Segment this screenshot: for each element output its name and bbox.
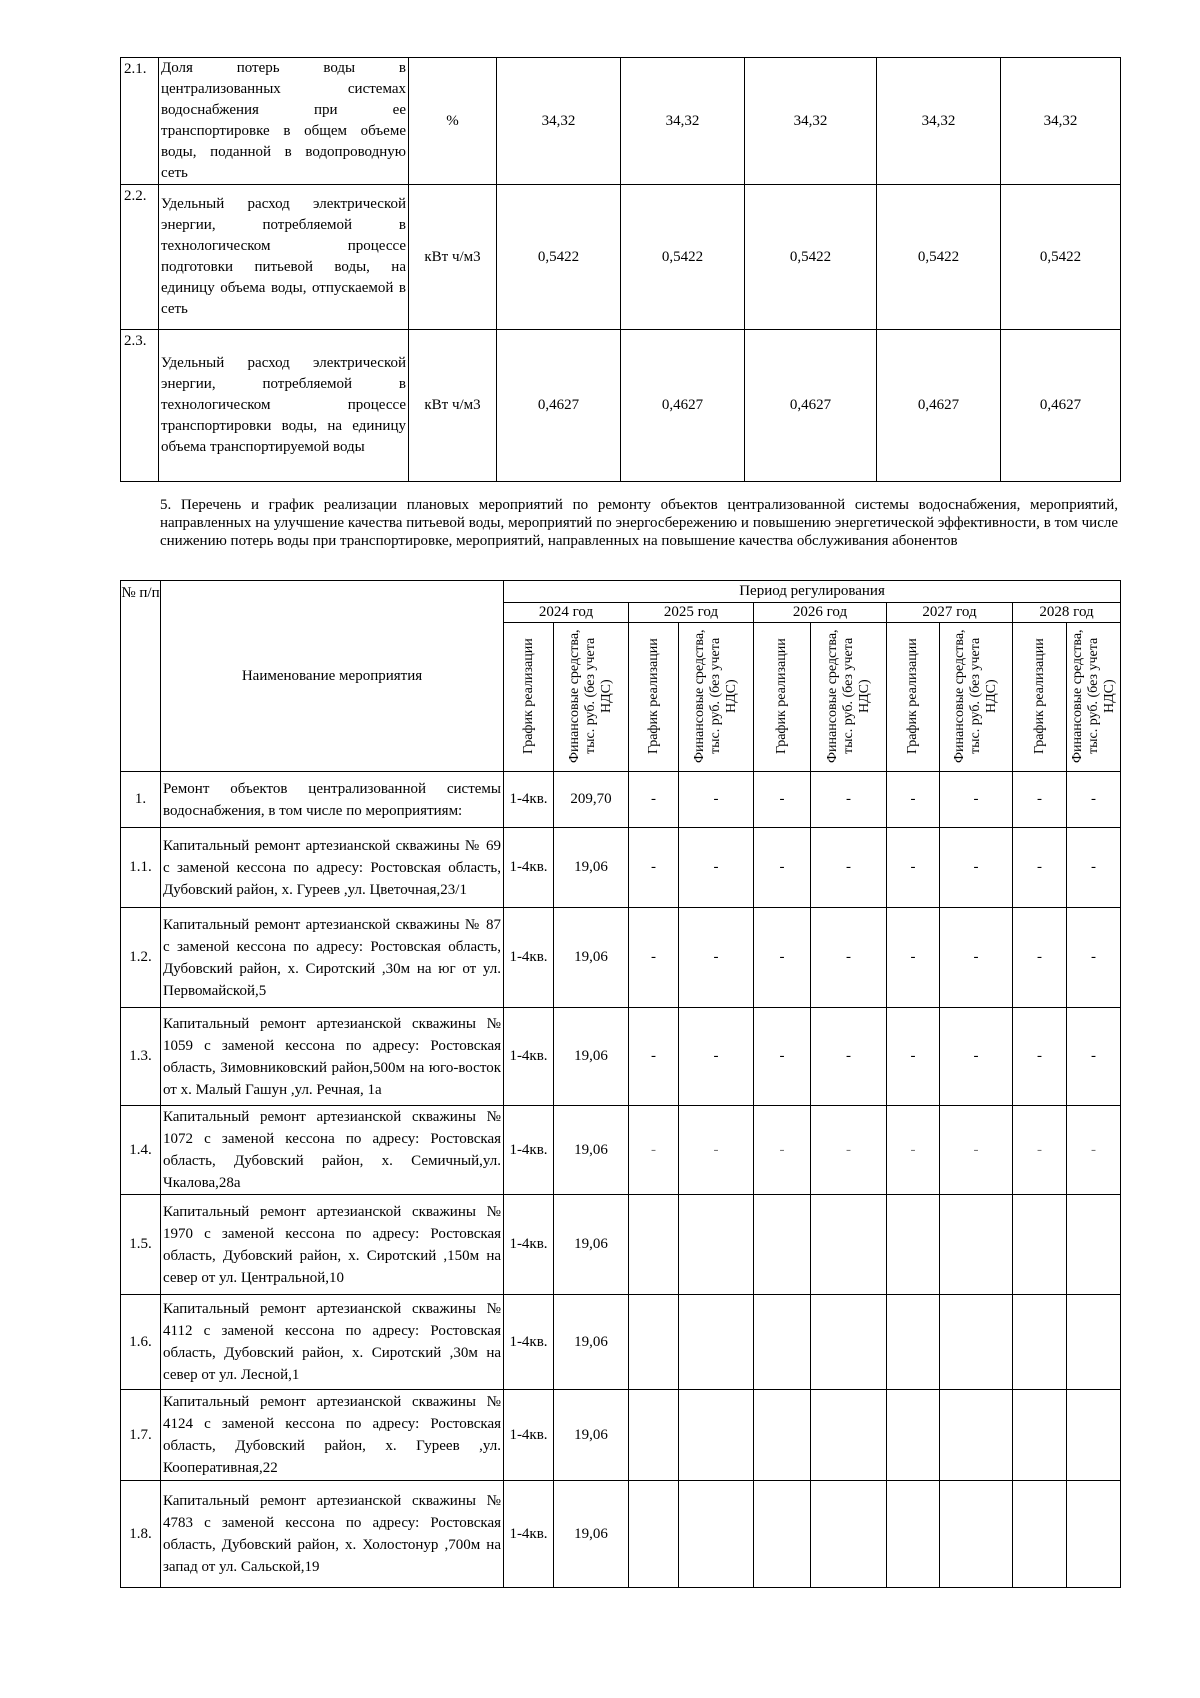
unit-cell: кВт ч/м3 xyxy=(409,330,497,482)
period-cell: - xyxy=(940,1106,1013,1195)
row-number: 1. xyxy=(121,772,161,828)
period-cell xyxy=(1067,1390,1121,1481)
period-cell xyxy=(629,1481,679,1588)
period-cell: - xyxy=(811,1106,887,1195)
indicator-name: Удельный расход электрической энергии, потребляемой в технологическом процессе транспортировки воды, на единицу объема транспортируемой воды xyxy=(159,330,409,482)
period-cell: - xyxy=(811,908,887,1008)
header-schedule-label: График реализации xyxy=(520,638,536,754)
row-number: 1.4. xyxy=(121,1106,161,1195)
measure-row xyxy=(121,1390,1121,1481)
period-cell: - xyxy=(887,828,940,908)
period-cell: - xyxy=(940,772,1013,828)
value-cell: 0,4627 xyxy=(745,330,877,482)
finance-cell: 19,06 xyxy=(554,1008,629,1106)
measure-name: Капитальный ремонт артезианской скважины № 1072 с заменой кессона по адресу: Ростовская область, Дубовский район, х. Семичный,ул. Чкалова,28а xyxy=(161,1106,504,1195)
period-cell xyxy=(1067,1195,1121,1295)
period-cell: - xyxy=(887,1106,940,1195)
period-cell xyxy=(1013,1390,1067,1481)
row-number: 1.7. xyxy=(121,1390,161,1481)
value-cell: 0,5422 xyxy=(1001,185,1121,330)
row-number: 1.5. xyxy=(121,1195,161,1295)
header-finance xyxy=(679,623,754,772)
schedule-cell: 1-4кв. xyxy=(504,1195,554,1295)
header-finance xyxy=(554,623,629,772)
period-cell xyxy=(811,1195,887,1295)
finance-cell: 19,06 xyxy=(554,1106,629,1195)
period-cell: - xyxy=(629,908,679,1008)
period-cell xyxy=(629,1195,679,1295)
header-year: 2026 год xyxy=(754,603,887,623)
measure-name: Капитальный ремонт артезианской скважины № 4112 с заменой кессона по адресу: Ростовская область, Дубовский район, х. Сиротский ,30м на север от ул. Лесной,1 xyxy=(161,1295,504,1390)
header-finance-label: Финансовые средства, тыс. руб. (без учета НДС) xyxy=(1069,629,1117,763)
period-cell xyxy=(1013,1295,1067,1390)
indicator-row xyxy=(121,330,1121,482)
header-year: 2025 год xyxy=(629,603,754,623)
measure-row xyxy=(121,1106,1121,1195)
row-number: 2.2. xyxy=(121,185,159,330)
value-cell: 0,4627 xyxy=(877,330,1001,482)
schedule-cell: 1-4кв. xyxy=(504,1481,554,1588)
measure-row xyxy=(121,828,1121,908)
indicator-row xyxy=(121,185,1121,330)
header-schedule xyxy=(629,623,679,772)
value-cell: 0,5422 xyxy=(497,185,621,330)
measure-name: Капитальный ремонт артезианской скважины № 4124 с заменой кессона по адресу: Ростовская область, Дубовский район, х. Гуреев ,ул. Кооперативная,22 xyxy=(161,1390,504,1481)
period-cell: - xyxy=(679,908,754,1008)
header-finance-label: Финансовые средства, тыс. руб. (без учета НДС) xyxy=(567,629,614,763)
row-number: 1.8. xyxy=(121,1481,161,1588)
measure-row xyxy=(121,908,1121,1008)
measure-name: Капитальный ремонт артезианской скважины № 87 с заменой кессона по адресу: Ростовская область, Дубовский район, х. Сиротский ,30м на юг от ул. Первомайской,5 xyxy=(161,908,504,1008)
header-num: № п/п xyxy=(121,581,161,772)
header-year: 2027 год xyxy=(887,603,1013,623)
indicator-name: Доля потерь воды в централизованных системах водоснабжения при ее транспортировке в общем объеме воды, поданной в водопроводную сеть xyxy=(159,58,409,185)
period-cell xyxy=(940,1295,1013,1390)
measure-name: Капитальный ремонт артезианской скважины № 69 с заменой кессона по адресу: Ростовская область, Дубовский район, х. Гуреев ,ул. Цветочная,23/1 xyxy=(161,828,504,908)
row-number: 1.6. xyxy=(121,1295,161,1390)
unit-cell: кВт ч/м3 xyxy=(409,185,497,330)
header-finance-label: Финансовые средства, тыс. руб. (без учета НДС) xyxy=(692,629,739,763)
schedule-cell: 1-4кв. xyxy=(504,1106,554,1195)
period-cell: - xyxy=(1067,1106,1121,1195)
row-number: 1.1. xyxy=(121,828,161,908)
value-cell: 0,4627 xyxy=(497,330,621,482)
period-cell: - xyxy=(1013,828,1067,908)
period-cell: - xyxy=(1067,772,1121,828)
period-cell xyxy=(887,1481,940,1588)
schedule-cell: 1-4кв. xyxy=(504,772,554,828)
header-finance xyxy=(1067,623,1121,772)
period-cell xyxy=(754,1481,811,1588)
value-cell: 0,5422 xyxy=(745,185,877,330)
row-number: 1.3. xyxy=(121,1008,161,1106)
period-cell: - xyxy=(1013,772,1067,828)
measure-row xyxy=(121,1195,1121,1295)
header-year: 2024 год xyxy=(504,603,629,623)
finance-cell: 19,06 xyxy=(554,828,629,908)
period-cell xyxy=(679,1195,754,1295)
measure-row xyxy=(121,772,1121,828)
indicators-table xyxy=(120,57,1121,482)
header-schedule xyxy=(504,623,554,772)
period-cell xyxy=(811,1295,887,1390)
measure-row xyxy=(121,1481,1121,1588)
period-cell xyxy=(629,1390,679,1481)
value-cell: 34,32 xyxy=(497,58,621,185)
header-schedule-label: График реализации xyxy=(774,638,789,754)
period-cell: - xyxy=(1013,1106,1067,1195)
period-cell: - xyxy=(754,772,811,828)
period-cell xyxy=(629,1295,679,1390)
header-schedule-label: График реализации xyxy=(1031,638,1047,754)
row-number: 1.2. xyxy=(121,908,161,1008)
header-schedule xyxy=(887,623,940,772)
period-cell xyxy=(811,1390,887,1481)
period-cell xyxy=(1067,1295,1121,1390)
period-cell xyxy=(940,1195,1013,1295)
finance-cell: 19,06 xyxy=(554,1195,629,1295)
period-cell: - xyxy=(1067,1008,1121,1106)
header-schedule xyxy=(1013,623,1067,772)
header-finance-label: Финансовые средства, тыс. руб. (без учета НДС) xyxy=(952,629,999,763)
period-cell xyxy=(887,1195,940,1295)
period-cell: - xyxy=(754,908,811,1008)
period-cell: - xyxy=(754,828,811,908)
period-cell xyxy=(679,1295,754,1390)
period-cell xyxy=(1067,1481,1121,1588)
measure-row xyxy=(121,1008,1121,1106)
period-cell: - xyxy=(887,1008,940,1106)
period-cell: - xyxy=(1013,908,1067,1008)
measure-name: Ремонт объектов централизованной системы водоснабжения, в том числе по мероприятиям: xyxy=(161,772,504,828)
value-cell: 0,5422 xyxy=(877,185,1001,330)
period-cell xyxy=(940,1481,1013,1588)
header-schedule-label: График реализации xyxy=(905,638,920,754)
header-finance-label: Финансовые средства, тыс. руб. (без учета НДС) xyxy=(824,629,872,763)
measure-name: Капитальный ремонт артезианской скважины № 4783 с заменой кессона по адресу: Ростовская область, Дубовский район, х. Холостонур ,700м на запад от ул. Сальской,19 xyxy=(161,1481,504,1588)
header-finance xyxy=(811,623,887,772)
finance-cell: 19,06 xyxy=(554,1390,629,1481)
period-cell: - xyxy=(887,908,940,1008)
period-cell: - xyxy=(811,1008,887,1106)
period-cell: - xyxy=(679,828,754,908)
header-year: 2028 год xyxy=(1013,603,1121,623)
header-schedule xyxy=(754,623,811,772)
finance-cell: 19,06 xyxy=(554,908,629,1008)
schedule-cell: 1-4кв. xyxy=(504,1008,554,1106)
period-cell: - xyxy=(811,828,887,908)
value-cell: 0,5422 xyxy=(621,185,745,330)
period-cell: - xyxy=(679,772,754,828)
period-cell xyxy=(679,1481,754,1588)
period-cell xyxy=(811,1481,887,1588)
finance-cell: 209,70 xyxy=(554,772,629,828)
period-cell: - xyxy=(940,828,1013,908)
period-cell xyxy=(679,1390,754,1481)
row-number: 2.3. xyxy=(121,330,159,482)
period-cell: - xyxy=(754,1008,811,1106)
header-name: Наименование мероприятия xyxy=(161,581,504,772)
period-cell xyxy=(940,1390,1013,1481)
period-cell: - xyxy=(629,1106,679,1195)
value-cell: 0,4627 xyxy=(1001,330,1121,482)
period-cell xyxy=(1013,1481,1067,1588)
value-cell: 34,32 xyxy=(621,58,745,185)
period-cell xyxy=(754,1195,811,1295)
schedule-cell: 1-4кв. xyxy=(504,828,554,908)
period-cell: - xyxy=(679,1106,754,1195)
period-cell: - xyxy=(1067,828,1121,908)
period-cell xyxy=(1013,1195,1067,1295)
schedule-cell: 1-4кв. xyxy=(504,1295,554,1390)
period-cell xyxy=(887,1390,940,1481)
period-cell: - xyxy=(940,908,1013,1008)
section-5-heading: 5. Перечень и график реализации плановых мероприятий по ремонту объектов централизованной системы водоснабжения, мероприятий, направленных на улучшение качества питьевой воды, мероприятий по энергосбережению и повышению энергетической эффективности, в том числе снижению потерь воды при транспортировке, мероприятий, направленных на повышение качества обслуживания абонентов xyxy=(160,497,1118,549)
period-cell: - xyxy=(1067,908,1121,1008)
measures-table xyxy=(120,580,1121,1588)
period-cell xyxy=(754,1390,811,1481)
value-cell: 34,32 xyxy=(1001,58,1121,185)
value-cell: 34,32 xyxy=(877,58,1001,185)
schedule-cell: 1-4кв. xyxy=(504,1390,554,1481)
unit-cell: % xyxy=(409,58,497,185)
header-schedule-label: График реализации xyxy=(645,638,661,754)
row-number: 2.1. xyxy=(121,58,159,185)
measure-row xyxy=(121,1295,1121,1390)
value-cell: 34,32 xyxy=(745,58,877,185)
schedule-cell: 1-4кв. xyxy=(504,908,554,1008)
period-cell: - xyxy=(887,772,940,828)
measure-name: Капитальный ремонт артезианской скважины № 1059 с заменой кессона по адресу: Ростовская область, Зимовниковский район,500м на юго-восток от х. Малый Гашун ,ул. Речная, 1а xyxy=(161,1008,504,1106)
period-cell: - xyxy=(629,828,679,908)
period-cell: - xyxy=(629,772,679,828)
period-cell: - xyxy=(679,1008,754,1106)
period-cell xyxy=(887,1295,940,1390)
period-cell: - xyxy=(940,1008,1013,1106)
indicator-row xyxy=(121,58,1121,185)
finance-cell: 19,06 xyxy=(554,1481,629,1588)
period-cell: - xyxy=(811,772,887,828)
measure-name: Капитальный ремонт артезианской скважины № 1970 с заменой кессона по адресу: Ростовская область, Дубовский район, х. Сиротский ,150м на север от ул. Центральной,10 xyxy=(161,1195,504,1295)
finance-cell: 19,06 xyxy=(554,1295,629,1390)
header-finance xyxy=(940,623,1013,772)
period-cell xyxy=(754,1295,811,1390)
value-cell: 0,4627 xyxy=(621,330,745,482)
header-period: Период регулирования xyxy=(504,581,1121,603)
period-cell: - xyxy=(629,1008,679,1106)
indicator-name: Удельный расход электрической энергии, потребляемой в технологическом процессе подготовки питьевой воды, на единицу объема воды, отпускаемой в сеть xyxy=(159,185,409,330)
period-cell: - xyxy=(754,1106,811,1195)
period-cell: - xyxy=(1013,1008,1067,1106)
